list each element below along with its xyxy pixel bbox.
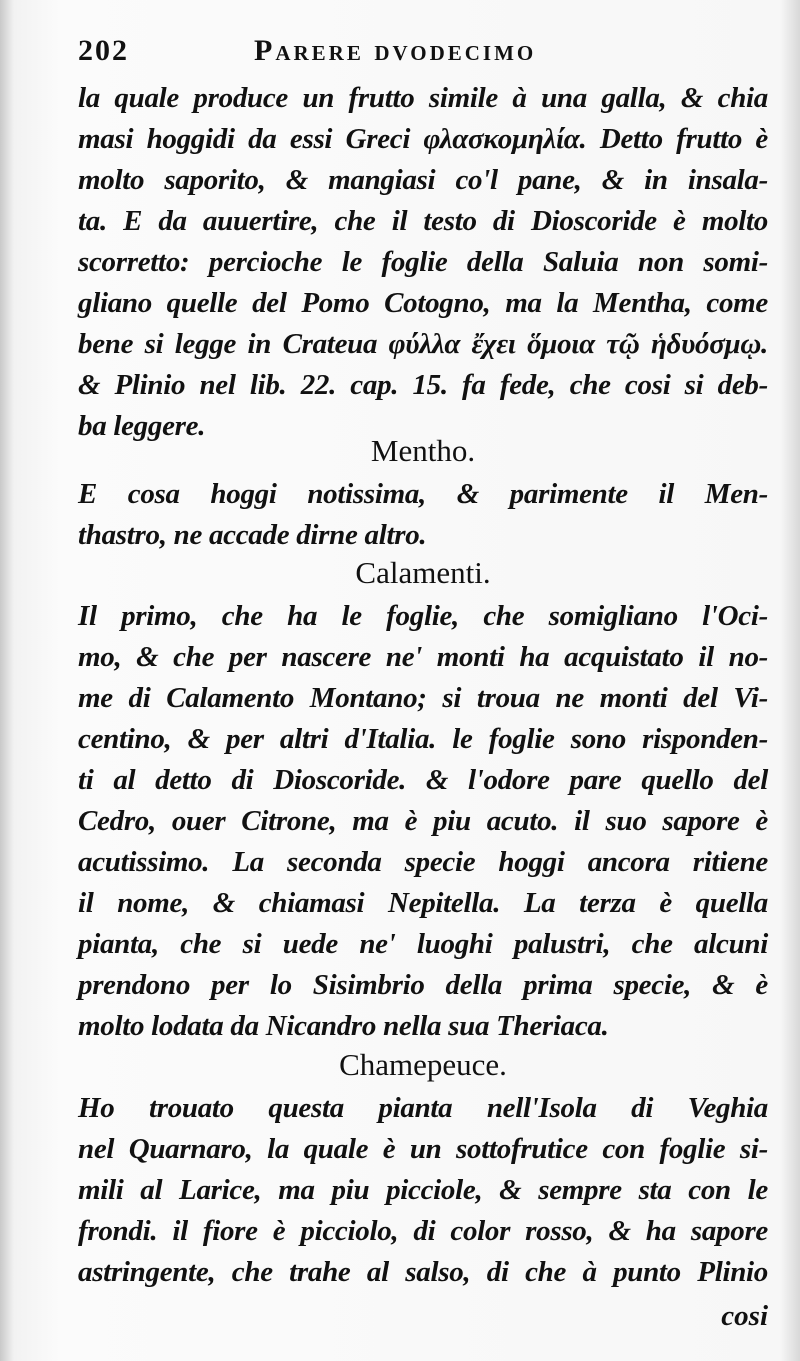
text-line: frondi. il fiore è picciolo, di color rosso, & ha sapore [78,1215,768,1247]
text-line: Il primo, che ha le foglie, che somigliano l'Oci- [78,600,768,632]
text-line: gliano quelle del Pomo Cotogno, ma la Mentha, come [78,287,768,319]
text-line: molto saporito, & mangiasi co'l pane, & in insala- [78,164,768,196]
text-line: ti al detto di Dioscoride. & l'odore pare quello del [78,764,768,796]
text-line: thastro, ne accade dirne altro. [78,519,427,551]
text-line: scorretto: percioche le foglie della Saluia non somi- [78,246,768,278]
text-line: centino, & per altri d'Italia. le foglie sono risponden- [78,723,768,755]
running-head [78,34,768,78]
text-line: & Plinio nel lib. 22. cap. 15. fa fede, che cosi si deb- [78,369,768,401]
text-line: nel Quarnaro, la quale è un sottofrutice con foglie si- [78,1133,768,1165]
text-line: acutissimo. La seconda specie hoggi ancora ritiene [78,846,768,878]
section-heading-mentho: Mentho. [370,433,476,468]
text-line: Ho trouato questa pianta nell'Isola di Veghia [78,1092,768,1124]
text-line: E cosa hoggi notissima, & parimente il Men- [78,478,768,510]
text-line: pianta, che si uede ne' luoghi palustri, che alcuni [78,928,768,960]
text-line: il nome, & chiamasi Nepitella. La terza è quella [78,887,768,919]
text-line: ta. E da auuertire, che il testo di Dioscoride è molto [78,205,768,237]
text-line: molto lodata da Nicandro nella sua Theriaca. [78,1010,609,1042]
section-heading-calamenti: Calamenti. [355,555,491,590]
text-line: me di Calamento Montano; si troua ne monti del Vi- [78,682,768,714]
text-line: prendono per lo Sisimbrio della prima specie, & è [78,969,768,1001]
text-line: mo, & che per nascere ne' monti ha acquistato il no- [78,641,768,673]
text-line: Cedro, ouer Citrone, ma è piu acuto. il suo sapore è [78,805,768,837]
text-line: ba leggere. [78,410,206,442]
section-heading-chamepeuce: Chamepeuce. [339,1047,507,1082]
text-line: astringente, che trahe al salso, di che à punto Plinio [78,1256,768,1288]
page-number: 202 [78,34,129,67]
text-line: bene si legge in Crateua φύλλα ἔχει ὅμοια τῷ ἡδυόσμῳ. [78,328,768,360]
text-line: mili al Larice, ma piu picciole, & sempre sta con le [78,1174,768,1206]
catchword: cosi [721,1300,768,1332]
text-line: la quale produce un frutto simile à una galla, & chia [78,82,768,114]
running-title: Parere dvodecimo [254,34,537,67]
text-line: masi hoggidi da essi Greci φλασκομηλία. Detto frutto è [78,123,768,155]
